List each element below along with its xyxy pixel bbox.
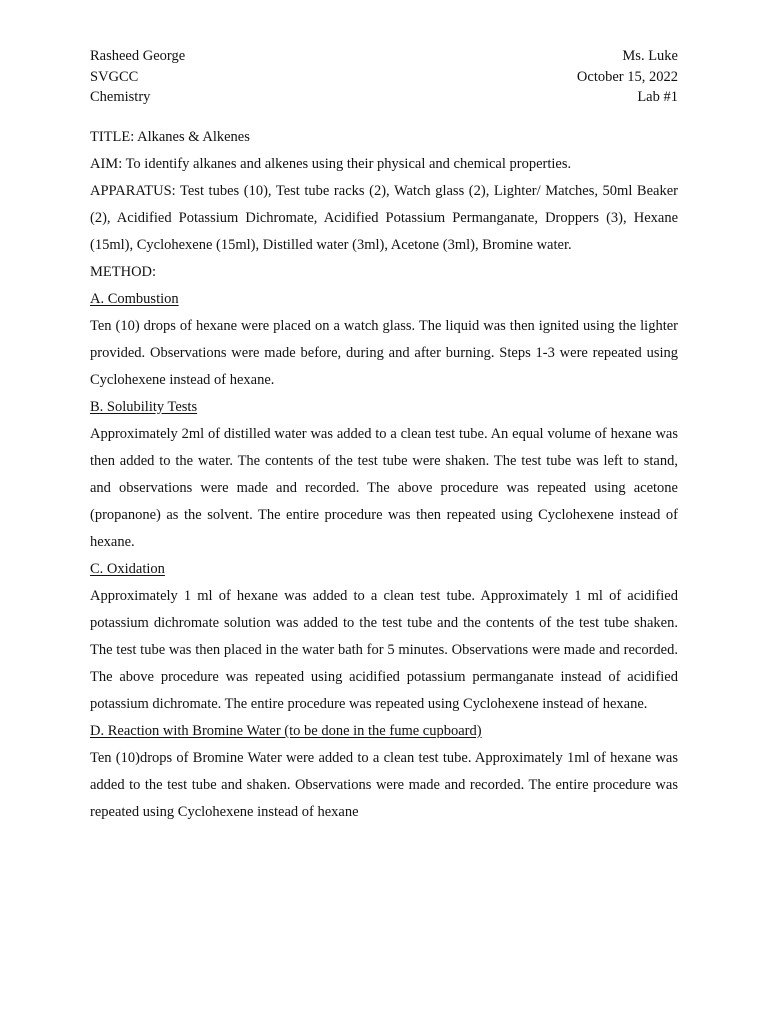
section-heading-bromine: D. Reaction with Bromine Water (to be done in the fume cupboard)	[90, 722, 482, 739]
section-text-solubility: Approximately 2ml of distilled water was added to a clean test tube. An equal volume of hexane was then added to the water. The contents of the test tube were shaken. The test tube was left to stand, and observations were made and recorded. The above procedure was repeated using acetone (propanone) as the solvent. The entire procedure was then repeated using Cyclohexene instead of hexane.	[90, 425, 678, 550]
lab-date: October 15, 2022	[576, 68, 678, 85]
subject-name: Chemistry	[90, 89, 151, 105]
lab-apparatus: APPARATUS: Test tubes (10), Test tube racks (2), Watch glass (2), Lighter/ Matches, 50ml Beaker (2), Acidified Potassium Dichromate, Acidified Potassium Permanganate, Droppers (3), Hexane (15ml), Cyclohexene (15ml), Distilled water (3ml), Acetone (3ml), Bromine water.	[90, 182, 678, 253]
school-name: SVGCC	[90, 68, 139, 85]
header-right-block	[577, 46, 678, 108]
section-text-oxidation: Approximately 1 ml of hexane was added to a clean test tube. Approximately 1 ml of acidified potassium dichromate solution was added to the test tube and the contents of the test tube shaken. The test tube was then placed in the water bath for 5 minutes. Observations were made and recorded. The above procedure was repeated using acidified potassium permanganate instead of acidified potassium dichromate. The entire procedure was repeated using Cyclohexene instead of hexane.	[90, 587, 678, 712]
document-page	[90, 46, 678, 826]
lab-number: Lab #1	[637, 89, 678, 105]
section-text-bromine: Ten (10)drops of Bromine Water were added to a clean test tube. Approximately 1ml of hexane was added to the test tube and shaken. Observations were made and recorded. The entire procedure was repeated using Cyclohexene instead of hexane	[90, 749, 678, 820]
section-heading-combustion: A. Combustion	[90, 290, 179, 307]
section-heading-oxidation: C. Oxidation	[90, 560, 165, 577]
document-header	[90, 46, 678, 108]
teacher-name: Ms. Luke	[622, 48, 678, 64]
lab-title: TITLE: Alkanes & Alkenes	[90, 128, 250, 145]
document-body	[90, 124, 678, 826]
lab-aim: AIM: To identify alkanes and alkenes using their physical and chemical properties.	[90, 155, 572, 172]
section-heading-solubility: B. Solubility Tests	[90, 398, 198, 415]
header-left-block	[90, 46, 185, 108]
student-name: Rasheed George	[90, 48, 186, 64]
method-label: METHOD:	[90, 263, 157, 280]
section-text-combustion: Ten (10) drops of hexane were placed on a watch glass. The liquid was then ignited using the lighter provided. Observations were made before, during and after burning. Steps 1-3 were repeated using Cyclohexene instead of hexane.	[90, 317, 678, 388]
